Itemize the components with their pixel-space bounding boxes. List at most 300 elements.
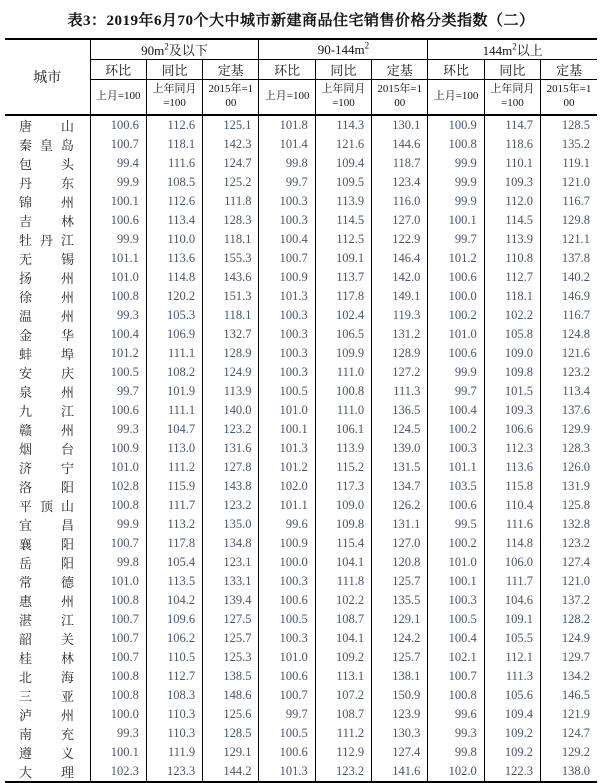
city-name-cell: [5, 572, 90, 591]
index-value: 100.4: [259, 230, 315, 249]
index-value: 139.4: [203, 591, 259, 610]
index-value: 113.7: [315, 268, 371, 287]
index-value: 111.2: [146, 458, 202, 477]
city-name-cell: [5, 743, 90, 762]
table-row: [5, 629, 597, 648]
city-name: 宜昌: [19, 518, 74, 533]
index-value: 111.8: [315, 572, 371, 591]
index-value: 123.2: [203, 496, 259, 515]
index-value: 110.1: [484, 154, 540, 173]
index-value: 128.5: [541, 115, 597, 135]
index-value: 121.0: [541, 572, 597, 591]
index-value: 99.8: [259, 154, 315, 173]
index-value: 123.3: [146, 762, 202, 782]
city-name-cell: [5, 439, 90, 458]
sub-header-2-0: 环比: [428, 60, 484, 80]
index-value: 100.3: [428, 591, 484, 610]
index-value: 125.7: [203, 629, 259, 648]
index-value: 127.2: [372, 363, 428, 382]
index-value: 113.0: [146, 439, 202, 458]
index-value: 139.0: [372, 439, 428, 458]
table-row: [5, 420, 597, 439]
index-value: 121.0: [541, 173, 597, 192]
base-header-1-1: 上年同月=100: [315, 80, 371, 116]
index-value: 102.1: [428, 648, 484, 667]
city-name: 徐州: [19, 290, 74, 305]
index-value: 129.7: [541, 648, 597, 667]
city-name: 岳阳: [19, 556, 74, 571]
index-value: 136.5: [372, 401, 428, 420]
index-value: 100.3: [259, 629, 315, 648]
index-value: 100.6: [259, 667, 315, 686]
index-value: 146.9: [541, 287, 597, 306]
index-value: 127.0: [372, 534, 428, 553]
index-value: 104.2: [146, 591, 202, 610]
index-value: 100.3: [259, 572, 315, 591]
index-value: 134.8: [203, 534, 259, 553]
index-value: 116.7: [541, 306, 597, 325]
index-value: 125.7: [372, 648, 428, 667]
table-row: [5, 230, 597, 249]
index-value: 100.2: [428, 534, 484, 553]
index-value: 125.8: [541, 496, 597, 515]
index-value: 100.8: [90, 667, 146, 686]
index-value: 121.6: [315, 135, 371, 154]
index-value: 102.0: [428, 762, 484, 782]
table-row: [5, 344, 597, 363]
index-value: 128.5: [203, 724, 259, 743]
city-name-cell: [5, 724, 90, 743]
index-value: 124.9: [203, 363, 259, 382]
index-value: 109.3: [484, 401, 540, 420]
index-value: 100.4: [428, 401, 484, 420]
city-name: 大理: [19, 765, 74, 780]
index-value: 100.3: [259, 192, 315, 211]
city-name-cell: [5, 534, 90, 553]
city-name-cell: [5, 268, 90, 287]
index-value: 142.0: [372, 268, 428, 287]
city-name: 秦皇岛: [19, 138, 74, 153]
index-value: 99.7: [259, 173, 315, 192]
table-row: [5, 648, 597, 667]
city-name-cell: [5, 211, 90, 230]
city-name-cell: [5, 553, 90, 572]
index-value: 100.1: [259, 420, 315, 439]
index-value: 109.5: [315, 173, 371, 192]
index-value: 99.3: [90, 306, 146, 325]
index-value: 109.4: [484, 705, 540, 724]
index-value: 106.5: [315, 325, 371, 344]
index-value: 115.2: [315, 458, 371, 477]
index-value: 122.3: [484, 762, 540, 782]
index-value: 134.7: [372, 477, 428, 496]
index-value: 100.6: [90, 115, 146, 135]
city-name: 洛阳: [19, 480, 74, 495]
index-value: 119.3: [372, 306, 428, 325]
index-value: 113.9: [315, 192, 371, 211]
table-row: [5, 135, 597, 154]
index-value: 102.4: [315, 306, 371, 325]
city-name-cell: [5, 154, 90, 173]
index-value: 110.4: [484, 496, 540, 515]
table-row: [5, 363, 597, 382]
base-header-2-0: 上月=100: [428, 80, 484, 116]
index-value: 101.0: [90, 268, 146, 287]
index-value: 104.7: [146, 420, 202, 439]
city-name: 扬州: [19, 271, 74, 286]
index-value: 99.5: [428, 515, 484, 534]
index-value: 100.7: [90, 534, 146, 553]
city-name-cell: [5, 686, 90, 705]
index-value: 105.6: [484, 686, 540, 705]
sub-header-0-1: 同比: [146, 60, 202, 80]
index-value: 101.3: [259, 762, 315, 782]
index-value: 100.0: [428, 287, 484, 306]
index-value: 100.2: [428, 420, 484, 439]
index-value: 111.7: [484, 572, 540, 591]
index-value: 113.6: [484, 458, 540, 477]
sub-header-0-2: 定基: [203, 60, 259, 80]
index-value: 100.1: [428, 211, 484, 230]
index-value: 100.7: [428, 667, 484, 686]
index-value: 113.2: [146, 515, 202, 534]
index-value: 129.9: [541, 420, 597, 439]
index-value: 100.9: [428, 115, 484, 135]
index-value: 115.9: [146, 477, 202, 496]
index-value: 117.3: [315, 477, 371, 496]
index-value: 101.4: [259, 135, 315, 154]
index-value: 102.0: [259, 477, 315, 496]
index-value: 125.3: [203, 648, 259, 667]
index-value: 130.1: [372, 115, 428, 135]
index-value: 110.0: [146, 230, 202, 249]
index-value: 100.5: [259, 382, 315, 401]
index-value: 108.5: [146, 173, 202, 192]
index-value: 138.0: [541, 762, 597, 782]
city-name-cell: [5, 667, 90, 686]
index-value: 106.9: [146, 325, 202, 344]
city-name-cell: [5, 115, 90, 135]
index-value: 113.1: [315, 667, 371, 686]
index-value: 111.9: [146, 743, 202, 762]
sub-header-1-0: 环比: [259, 60, 315, 80]
index-value: 118.7: [372, 154, 428, 173]
index-value: 110.5: [146, 648, 202, 667]
index-value: 100.3: [259, 306, 315, 325]
index-value: 130.3: [372, 724, 428, 743]
city-name: 韶关: [19, 632, 74, 647]
index-value: 110.3: [146, 724, 202, 743]
index-value: 111.6: [146, 154, 202, 173]
index-value: 141.6: [372, 762, 428, 782]
price-index-table: [5, 38, 597, 783]
index-value: 105.3: [146, 306, 202, 325]
city-name-cell: [5, 401, 90, 420]
index-value: 106.0: [484, 553, 540, 572]
base-header-0-2: 2015年=100: [203, 80, 259, 116]
city-name-cell: [5, 458, 90, 477]
city-name: 平顶山: [19, 499, 74, 514]
table-header: [5, 39, 597, 115]
table-row: [5, 477, 597, 496]
index-value: 100.7: [90, 629, 146, 648]
index-value: 99.3: [90, 724, 146, 743]
index-value: 101.0: [90, 458, 146, 477]
index-value: 112.7: [146, 667, 202, 686]
city-name: 襄阳: [19, 537, 74, 552]
index-value: 100.0: [90, 705, 146, 724]
index-value: 109.8: [315, 515, 371, 534]
index-value: 111.1: [146, 401, 202, 420]
index-value: 112.3: [484, 439, 540, 458]
table-row: [5, 553, 597, 572]
index-value: 101.2: [259, 458, 315, 477]
index-value: 131.6: [203, 439, 259, 458]
city-name-cell: [5, 648, 90, 667]
city-name: 金华: [19, 328, 74, 343]
index-value: 127.0: [372, 211, 428, 230]
index-value: 100.3: [428, 439, 484, 458]
index-value: 118.6: [484, 135, 540, 154]
index-value: 124.7: [541, 724, 597, 743]
table-row: [5, 192, 597, 211]
index-value: 124.7: [203, 154, 259, 173]
index-value: 99.3: [428, 724, 484, 743]
index-value: 109.1: [484, 610, 540, 629]
index-value: 140.0: [203, 401, 259, 420]
index-value: 120.8: [372, 553, 428, 572]
table-row: [5, 325, 597, 344]
city-name-cell: [5, 325, 90, 344]
index-value: 109.3: [484, 173, 540, 192]
index-value: 104.1: [315, 629, 371, 648]
index-value: 113.9: [203, 382, 259, 401]
index-value: 108.3: [146, 686, 202, 705]
index-value: 100.2: [428, 306, 484, 325]
index-value: 99.7: [259, 705, 315, 724]
index-value: 114.3: [315, 115, 371, 135]
table-row: [5, 439, 597, 458]
index-value: 123.9: [372, 705, 428, 724]
index-value: 101.0: [428, 325, 484, 344]
index-value: 112.5: [315, 230, 371, 249]
index-value: 99.3: [90, 420, 146, 439]
index-value: 101.0: [428, 553, 484, 572]
index-value: 116.0: [372, 192, 428, 211]
index-value: 115.4: [315, 534, 371, 553]
index-value: 121.1: [541, 230, 597, 249]
index-value: 106.1: [315, 420, 371, 439]
index-value: 111.3: [372, 382, 428, 401]
index-value: 113.4: [541, 382, 597, 401]
index-value: 129.1: [372, 610, 428, 629]
city-name-cell: [5, 610, 90, 629]
city-name: 泸州: [19, 708, 74, 723]
index-value: 100.8: [90, 686, 146, 705]
index-value: 142.3: [203, 135, 259, 154]
base-header-2-2: 2015年=100: [541, 80, 597, 116]
index-value: 101.3: [259, 287, 315, 306]
city-name: 无锡: [19, 252, 74, 267]
city-name: 常德: [19, 575, 74, 590]
city-name-cell: [5, 249, 90, 268]
index-value: 128.9: [203, 344, 259, 363]
index-value: 100.8: [90, 496, 146, 515]
index-value: 99.6: [259, 515, 315, 534]
index-value: 127.4: [372, 743, 428, 762]
index-value: 112.6: [146, 115, 202, 135]
index-value: 109.9: [315, 344, 371, 363]
index-value: 125.6: [203, 705, 259, 724]
table-row: [5, 572, 597, 591]
city-name-cell: [5, 135, 90, 154]
index-value: 111.8: [203, 192, 259, 211]
index-value: 148.6: [203, 686, 259, 705]
index-value: 118.1: [146, 135, 202, 154]
index-value: 128.3: [203, 211, 259, 230]
index-value: 100.5: [259, 610, 315, 629]
city-name-cell: [5, 496, 90, 515]
city-name: 赣州: [19, 423, 74, 438]
index-value: 114.8: [484, 534, 540, 553]
index-value: 118.1: [203, 230, 259, 249]
index-value: 132.8: [541, 515, 597, 534]
index-value: 104.6: [484, 591, 540, 610]
index-value: 111.2: [315, 724, 371, 743]
index-value: 109.6: [146, 610, 202, 629]
index-value: 99.6: [428, 705, 484, 724]
index-value: 99.7: [90, 382, 146, 401]
index-value: 101.1: [259, 496, 315, 515]
city-name-cell: [5, 306, 90, 325]
index-value: 101.0: [259, 401, 315, 420]
base-header-1-2: 2015年=100: [372, 80, 428, 116]
index-value: 102.2: [315, 591, 371, 610]
index-value: 123.2: [315, 762, 371, 782]
index-value: 99.9: [90, 515, 146, 534]
index-value: 143.8: [203, 477, 259, 496]
group-header-1: $90-144m^2$: [259, 39, 428, 60]
city-name-cell: [5, 705, 90, 724]
index-value: 100.8: [90, 591, 146, 610]
index-value: 124.9: [541, 629, 597, 648]
index-value: 118.1: [203, 306, 259, 325]
index-value: 102.3: [90, 762, 146, 782]
city-name: 湛江: [19, 613, 74, 628]
index-value: 100.8: [90, 287, 146, 306]
index-value: 100.7: [259, 249, 315, 268]
table-row: [5, 724, 597, 743]
city-name-cell: [5, 591, 90, 610]
index-value: 111.3: [484, 667, 540, 686]
city-name-cell: [5, 477, 90, 496]
index-value: 109.8: [484, 363, 540, 382]
index-value: 114.5: [484, 211, 540, 230]
index-value: 135.0: [203, 515, 259, 534]
index-value: 109.1: [315, 249, 371, 268]
index-value: 120.2: [146, 287, 202, 306]
table-row: [5, 610, 597, 629]
index-value: 108.7: [315, 610, 371, 629]
index-value: 116.7: [541, 192, 597, 211]
index-value: 99.9: [428, 192, 484, 211]
index-value: 109.4: [315, 154, 371, 173]
city-name-cell: [5, 192, 90, 211]
index-value: 121.6: [541, 344, 597, 363]
index-value: 118.1: [484, 287, 540, 306]
index-value: 128.3: [541, 439, 597, 458]
table-body: [5, 115, 597, 782]
index-value: 112.1: [484, 648, 540, 667]
index-value: 115.8: [484, 477, 540, 496]
index-value: 99.8: [90, 553, 146, 572]
base-header-2-1: 上年同月=100: [484, 80, 540, 116]
table-row: [5, 591, 597, 610]
group-header-0: $90m^2$及以下: [90, 39, 259, 60]
index-value: 128.9: [372, 344, 428, 363]
city-name-cell: [5, 515, 90, 534]
table-row: [5, 115, 597, 135]
index-value: 100.9: [90, 439, 146, 458]
index-value: 129.1: [203, 743, 259, 762]
index-value: 127.4: [541, 553, 597, 572]
index-value: 99.9: [90, 230, 146, 249]
index-value: 99.9: [428, 173, 484, 192]
index-value: 146.5: [541, 686, 597, 705]
index-value: 100.3: [259, 344, 315, 363]
index-value: 101.1: [428, 458, 484, 477]
index-value: 138.5: [203, 667, 259, 686]
index-value: 101.1: [90, 249, 146, 268]
index-value: 124.2: [372, 629, 428, 648]
index-value: 125.1: [203, 115, 259, 135]
index-value: 100.8: [315, 382, 371, 401]
index-value: 100.8: [428, 686, 484, 705]
index-value: 129.2: [541, 743, 597, 762]
index-value: 110.8: [484, 249, 540, 268]
index-value: 101.9: [146, 382, 202, 401]
index-value: 105.5: [484, 629, 540, 648]
table-row: [5, 306, 597, 325]
index-value: 123.2: [541, 534, 597, 553]
index-value: 100.3: [259, 363, 315, 382]
index-value: 100.6: [428, 344, 484, 363]
city-name: 北海: [19, 670, 74, 685]
index-value: 144.2: [203, 762, 259, 782]
sub-header-1-1: 同比: [315, 60, 371, 80]
index-value: 132.7: [203, 325, 259, 344]
index-value: 100.3: [259, 211, 315, 230]
index-value: 106.6: [484, 420, 540, 439]
index-value: 113.4: [146, 211, 202, 230]
city-name: 安庆: [19, 366, 74, 381]
index-value: 128.2: [541, 610, 597, 629]
index-value: 100.6: [428, 496, 484, 515]
index-value: 101.0: [259, 648, 315, 667]
group-header-2: $144m^2$以上: [428, 39, 597, 60]
index-value: 131.9: [541, 477, 597, 496]
index-value: 151.3: [203, 287, 259, 306]
base-header-0-0: 上月=100: [90, 80, 146, 116]
index-value: 105.8: [484, 325, 540, 344]
table-row: [5, 173, 597, 192]
sub-header-2-2: 定基: [541, 60, 597, 80]
index-value: 100.6: [428, 268, 484, 287]
index-value: 100.6: [259, 591, 315, 610]
index-value: 123.1: [203, 553, 259, 572]
index-value: 106.2: [146, 629, 202, 648]
index-value: 100.4: [90, 325, 146, 344]
